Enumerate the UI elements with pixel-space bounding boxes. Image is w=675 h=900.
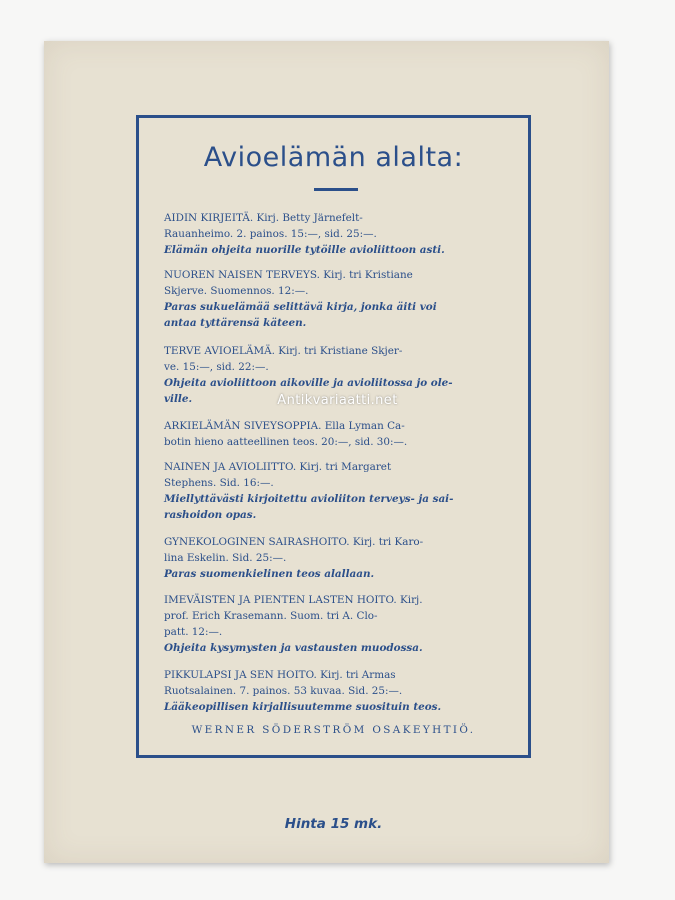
book-entry <box>164 418 512 450</box>
entry-line: Skjerve. Suomennos. 12:—. <box>164 285 309 297</box>
entry-line: Rauanheimo. 2. painos. 15:—, sid. 25:—. <box>164 228 377 240</box>
section-heading: Avioelämän alalta: <box>203 142 464 173</box>
entry-line: IMEVÄISTEN JA PIENTEN LASTEN HOITO. Kirj. <box>164 594 423 606</box>
entry-note: Ohjeita avioliittoon aikoville ja avioliitossa jo ole- <box>164 377 453 389</box>
watermark-text: Antikvariaatti.net <box>277 393 398 408</box>
entry-note: Lääkeopillisen kirjallisuutemme suosituin teos. <box>164 701 442 713</box>
entry-note: rashoidon opas. <box>164 509 257 521</box>
entry-note: Paras sukuelämää selittävä kirja, jonka äiti voi <box>164 301 437 313</box>
entry-line: botin hieno aatteellinen teos. 20:—, sid. 30:—. <box>164 436 408 448</box>
book-entry <box>164 667 512 715</box>
entry-line: PIKKULAPSI JA SEN HOITO. Kirj. tri Armas <box>164 669 396 681</box>
entry-line: patt. 12:—. <box>164 626 223 638</box>
entry-line: NAINEN JA AVIOLIITTO. Kirj. tri Margaret <box>164 461 392 473</box>
entry-line: Ruotsalainen. 7. painos. 53 kuvaa. Sid. 25:—. <box>164 685 403 697</box>
entry-note: Miellyttävästi kirjoitettu avioliiton terveys- ja sai- <box>164 493 454 505</box>
publisher-name: WERNER SÖDERSTRÖM OSAKEYHTIÖ. <box>191 724 476 736</box>
entry-line: prof. Erich Krasemann. Suom. tri A. Clo- <box>164 610 378 622</box>
entry-line: NUOREN NAISEN TERVEYS. Kirj. tri Kristiane <box>164 269 413 281</box>
entry-line: Stephens. Sid. 16:—. <box>164 477 274 489</box>
entry-note: antaa tyttärensä käteen. <box>164 317 307 329</box>
advertisement-frame <box>136 115 531 758</box>
book-entry <box>164 267 512 331</box>
entry-note: Ohjeita kysymysten ja vastausten muodossa. <box>164 642 423 654</box>
book-entry <box>164 459 512 523</box>
book-back-cover <box>44 41 609 863</box>
entry-line: ve. 15:—, sid. 22:—. <box>164 361 269 373</box>
entry-line: AIDIN KIRJEITÄ. Kirj. Betty Järnefelt- <box>164 212 363 224</box>
price-label: Hinta 15 mk. <box>284 816 383 832</box>
entry-line: ARKIELÄMÄN SIVEYSOPPIA. Ella Lyman Ca- <box>164 420 405 432</box>
book-entry <box>164 592 512 656</box>
entry-line: GYNEKOLOGINEN SAIRASHOITO. Kirj. tri Karo- <box>164 536 424 548</box>
book-entry <box>164 210 512 258</box>
entry-note: Elämän ohjeita nuorille tytöille avioliittoon asti. <box>164 244 445 256</box>
entry-note: ville. <box>164 393 193 405</box>
entry-note: Paras suomenkielinen teos alallaan. <box>164 568 375 580</box>
heading-rule <box>314 188 358 191</box>
book-entry <box>164 534 512 582</box>
entry-line: TERVE AVIOELÄMÄ. Kirj. tri Kristiane Skjer- <box>164 345 403 357</box>
entry-line: lina Eskelin. Sid. 25:—. <box>164 552 287 564</box>
